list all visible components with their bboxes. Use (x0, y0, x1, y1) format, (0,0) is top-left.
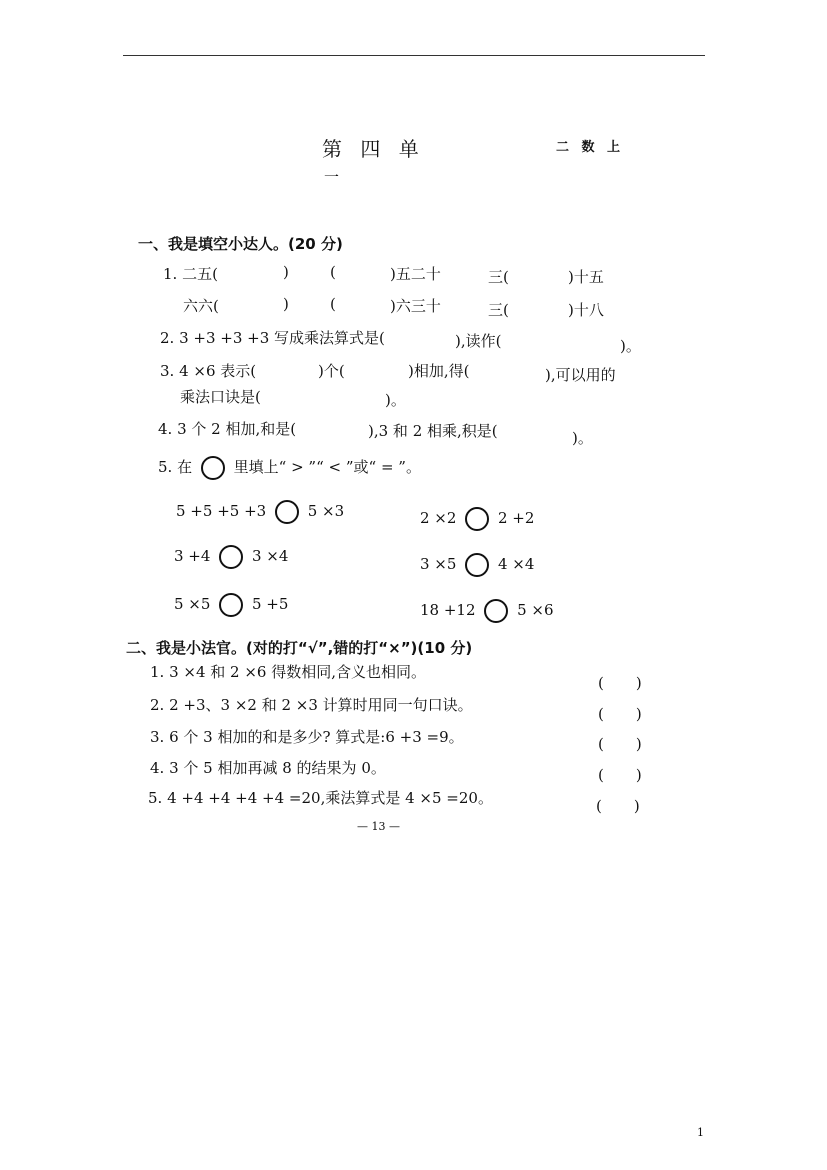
compare-left: 18 +12 (420, 601, 476, 619)
paren-close: ) (635, 674, 642, 692)
q4-b: ),3 和 2 相乘,积是( (368, 422, 498, 440)
q5-text-b: 里填上“ > ”“ < ”或“ = ”。 (233, 458, 421, 476)
compare-left: 5 ×5 (174, 595, 211, 613)
compare-right: 2 +2 (498, 509, 535, 527)
compare-right: 4 ×4 (498, 555, 535, 573)
compare-6 (420, 599, 554, 623)
compare-left: 2 ×2 (420, 509, 457, 527)
compare-4 (420, 553, 534, 577)
compare-left: 5 +5 +5 +3 (176, 502, 267, 520)
judge-item-2: 2. 2 +3、3 ×2 和 2 ×3 计算时用同一句口诀。 (150, 696, 473, 714)
answer-paren-1[interactable] (598, 674, 642, 692)
compare-right: 3 ×4 (252, 547, 289, 565)
q4-a: 4. 3 个 2 相加,和是( (158, 420, 297, 438)
q3-c: )相加,得( (408, 362, 470, 380)
q4-c: )。 (572, 429, 593, 447)
q1-row1-d: )五二十 (390, 265, 441, 283)
paren-open: ( (598, 674, 604, 692)
q2-b: ),读作( (455, 332, 502, 350)
compare-circle-blank[interactable] (219, 545, 243, 569)
judge-item-4: 4. 3 个 5 相加再减 8 的结果为 0。 (150, 759, 386, 777)
q1-row2-a: 六六( (183, 297, 219, 315)
title-dash: 一 (324, 168, 340, 186)
compare-right: 5 ×3 (307, 502, 345, 520)
answer-paren-5[interactable] (596, 797, 640, 815)
q1-row2-e: 三( (488, 301, 509, 319)
compare-left: 3 +4 (174, 547, 211, 565)
q3-e: 乘法口诀是( (180, 388, 261, 406)
q5-label (158, 456, 421, 480)
q3-a: 3. 4 ×6 表示( (160, 362, 257, 380)
compare-circle-blank[interactable] (465, 507, 489, 531)
compare-3 (174, 545, 288, 569)
q1-row1-f: )十五 (568, 268, 604, 286)
compare-circle-blank[interactable] (465, 553, 489, 577)
paren-open: ( (596, 797, 602, 815)
paren-close: ) (635, 735, 642, 753)
q3-f: )。 (385, 391, 406, 409)
compare-circle-blank[interactable] (275, 500, 299, 524)
compare-circle-blank[interactable] (484, 599, 508, 623)
q3-b: )个( (318, 362, 345, 380)
q1-row1-e: 三( (488, 268, 509, 286)
unit-subtitle: 二 数 上 (556, 140, 625, 155)
paren-close: ) (635, 766, 642, 784)
circle-icon (201, 456, 225, 480)
q5-text-a: 5. 在 (158, 458, 193, 476)
unit-title: 第 四 单 (322, 137, 425, 161)
compare-right: 5 ×6 (517, 601, 554, 619)
q1-row1-a: 1. 二五( (163, 265, 218, 283)
compare-1 (176, 500, 344, 524)
page-number: 1 (697, 1126, 704, 1139)
section1-heading: 一、我是填空小达人。(20 分) (138, 235, 343, 253)
paren-close: ) (635, 705, 642, 723)
answer-paren-3[interactable] (598, 735, 642, 753)
paren-open: ( (598, 735, 604, 753)
compare-right: 5 +5 (252, 595, 289, 613)
section2-heading: 二、我是小法官。(对的打“√”,错的打“×”)(10 分) (126, 639, 473, 657)
q1-row1-b: ) (283, 263, 289, 281)
q1-row2-b: ) (283, 295, 289, 313)
q1-row2-c: ( (330, 295, 336, 313)
q3-d: ),可以用的 (545, 366, 616, 384)
page-number-center: — 13 — (357, 820, 400, 833)
answer-paren-2[interactable] (598, 705, 642, 723)
judge-item-5: 5. 4 +4 +4 +4 +4 =20,乘法算式是 4 ×5 =20。 (148, 789, 493, 807)
paren-open: ( (598, 705, 604, 723)
compare-5 (174, 593, 288, 617)
q2-c: )。 (620, 337, 641, 355)
compare-circle-blank[interactable] (219, 593, 243, 617)
paren-close: ) (633, 797, 640, 815)
top-rule (123, 55, 705, 56)
q1-row1-c: ( (330, 263, 336, 281)
compare-2 (420, 507, 534, 531)
judge-item-1: 1. 3 ×4 和 2 ×6 得数相同,含义也相同。 (150, 663, 426, 681)
q1-row2-d: )六三十 (390, 297, 441, 315)
answer-paren-4[interactable] (598, 766, 642, 784)
compare-left: 3 ×5 (420, 555, 457, 573)
judge-item-3: 3. 6 个 3 相加的和是多少? 算式是:6 +3 =9。 (150, 728, 464, 746)
q1-row2-f: )十八 (568, 301, 604, 319)
paren-open: ( (598, 766, 604, 784)
q2-a: 2. 3 +3 +3 +3 写成乘法算式是( (160, 329, 385, 347)
